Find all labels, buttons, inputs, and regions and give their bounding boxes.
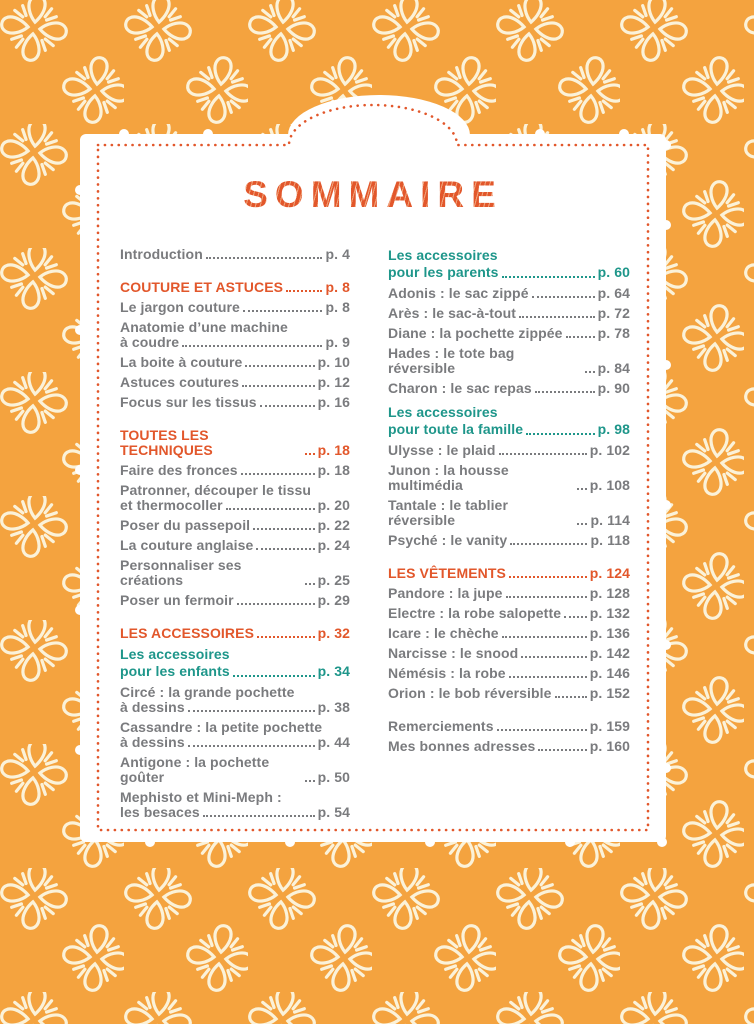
toc-entry: [120, 280, 350, 295]
page-number: p. 84: [597, 360, 630, 376]
page-number: p. 18: [317, 462, 350, 478]
toc-entry: [120, 483, 350, 513]
dotted-leader: [260, 405, 315, 407]
toc-entry: [120, 320, 350, 350]
toc-entry-label: TOUTES LES TECHNIQUES: [120, 427, 213, 458]
page-number: p. 64: [597, 285, 630, 301]
toc-entry: [388, 686, 630, 701]
dotted-leader: [509, 676, 587, 678]
toc-entry: [388, 646, 630, 661]
toc-entry-row: [120, 538, 350, 553]
toc-entry: [120, 790, 350, 820]
toc-entry: [120, 375, 350, 390]
toc-entry-row: [388, 739, 630, 754]
dotted-leader: [286, 290, 322, 292]
toc-entry-label: à dessins: [120, 699, 185, 715]
toc-entry: [388, 247, 630, 281]
toc-entry: [120, 720, 350, 750]
toc-entry-row: [388, 626, 630, 641]
toc-entry-row: [120, 663, 350, 680]
toc-entry-row: [120, 247, 350, 262]
toc-entry: [388, 404, 630, 438]
toc-entry-label: Diane : la pochette zippée: [388, 325, 563, 341]
dotted-leader: [510, 543, 587, 545]
page-number: p. 142: [589, 645, 630, 661]
toc-entry-label: Hades : le tote bag réversible: [388, 345, 515, 376]
dotted-leader: [497, 729, 587, 731]
page-number: p. 132: [589, 605, 630, 621]
dotted-leader: [538, 749, 586, 751]
toc-entry-label: Charon : le sac repas: [388, 380, 532, 396]
dotted-leader: [256, 548, 314, 550]
dotted-leader: [203, 815, 315, 817]
toc-entry: [388, 381, 630, 396]
toc-entry-row: [388, 346, 630, 376]
toc-entry-row: [388, 666, 630, 681]
page-number: p. 108: [589, 477, 630, 493]
toc-entry: [388, 626, 630, 641]
dotted-leader: [509, 576, 587, 578]
page-number: p. 54: [317, 804, 350, 820]
dotted-leader: [519, 316, 595, 318]
dotted-leader: [241, 473, 315, 475]
dotted-leader: [532, 296, 595, 298]
dotted-leader: [305, 780, 315, 782]
toc-entry-label: LES VÊTEMENTS: [388, 565, 506, 581]
toc-entry-label: LES ACCESSOIRES: [120, 625, 255, 641]
page-number: p. 12: [317, 374, 350, 390]
toc-entry-row: [120, 428, 350, 458]
toc-entry: [120, 755, 350, 785]
toc-entry-label: Remerciements: [388, 718, 494, 734]
toc-entry-row: [120, 735, 350, 750]
toc-entry-row: [388, 264, 630, 281]
toc-entry: [388, 566, 630, 581]
page-number: p. 34: [317, 663, 350, 679]
toc-entry-label: Les accessoires: [388, 247, 498, 263]
dotted-leader: [506, 596, 587, 598]
toc-entry: [120, 558, 350, 588]
toc-entry-row: [388, 286, 630, 301]
page-number: p. 44: [317, 734, 350, 750]
toc-entry-row: [120, 335, 350, 350]
toc-entry-row: [120, 558, 350, 588]
dotted-leader: [188, 745, 315, 747]
dotted-leader: [535, 391, 595, 393]
dotted-leader: [226, 508, 315, 510]
toc-entry: [120, 538, 350, 553]
page-number: p. 4: [325, 246, 350, 262]
toc-entry-label: Adonis : le sac zippé: [388, 285, 529, 301]
toc-entry: [388, 586, 630, 601]
toc-entry: [388, 498, 630, 528]
toc-entry: [388, 286, 630, 301]
toc-content: [80, 134, 666, 842]
page-number: p. 60: [597, 264, 630, 280]
page-number: p. 114: [590, 512, 630, 528]
toc-entry: [388, 719, 630, 734]
toc-entry-label: Psyché : le vanity: [388, 532, 508, 548]
toc-column-left: [120, 247, 350, 825]
toc-entry-row: [120, 463, 350, 478]
toc-entry-row: [120, 626, 350, 641]
toc-entry-label: Narcisse : le snood: [388, 645, 519, 661]
toc-entry: [120, 626, 350, 641]
toc-entry: [120, 593, 350, 608]
toc-entry-label: Mephisto et Mini-Meph :: [120, 789, 282, 805]
toc-entry-row: [120, 755, 350, 785]
toc-entry-label: et thermocoller: [120, 497, 223, 513]
page-number: p. 50: [317, 769, 350, 785]
toc-column-right: [388, 247, 630, 759]
toc-entry-row: [388, 443, 630, 458]
toc-entry: [120, 685, 350, 715]
toc-entry-label: Astuces coutures: [120, 374, 240, 390]
page-number: p. 124: [589, 565, 630, 581]
toc-entry-label: Mes bonnes adresses: [388, 738, 536, 754]
toc-entry-label: Arès : le sac-à-tout: [388, 305, 517, 321]
toc-entry-row: [388, 686, 630, 701]
page-title: SOMMAIRE: [80, 134, 666, 216]
dotted-leader: [499, 453, 587, 455]
page-number: p. 38: [317, 699, 350, 715]
toc-entry-row: [388, 586, 630, 601]
page-number: p. 78: [597, 325, 630, 341]
dotted-leader: [502, 276, 595, 278]
toc-entry-label: Electre : la robe salopette: [388, 605, 562, 621]
page-number: p. 32: [317, 625, 350, 641]
toc-entry-label: Anatomie d’une machine: [120, 319, 288, 335]
toc-entry-label: Orion : le bob réversible: [388, 685, 552, 701]
toc-entry: [388, 306, 630, 321]
page-number: p. 9: [325, 334, 350, 350]
toc-entry-label: Faire des fronces: [120, 462, 238, 478]
page-number: p. 10: [317, 354, 350, 370]
toc-entry-label: les besaces: [120, 804, 200, 820]
dotted-leader: [305, 583, 315, 585]
toc-entry-label: Personnaliser ses créations: [120, 557, 242, 588]
page-number: p. 160: [589, 738, 630, 754]
toc-entry-label: à coudre: [120, 334, 180, 350]
toc-entry-label: La couture anglaise: [120, 537, 254, 553]
toc-entry-row: [388, 646, 630, 661]
toc-entry-label: Tantale : le tablier réversible: [388, 497, 508, 528]
toc-entry-label: Les accessoires: [388, 404, 498, 420]
toc-entry: [120, 300, 350, 315]
toc-entry-label: Le jargon couture: [120, 299, 240, 315]
dotted-leader: [233, 675, 315, 677]
toc-entry-row: [120, 498, 350, 513]
toc-entry: [120, 518, 350, 533]
toc-entry-label: Introduction: [120, 246, 203, 262]
toc-entry-row: [388, 306, 630, 321]
toc-entry-row: [388, 463, 630, 493]
toc-entry-label: pour toute la famille: [388, 421, 524, 437]
page-number: p. 146: [589, 665, 630, 681]
toc-entry-row: [120, 395, 350, 410]
toc-entry: [120, 646, 350, 680]
page-number: p. 20: [317, 497, 350, 513]
toc-entry-label: Circé : la grande pochette: [120, 684, 295, 700]
page-number: p. 25: [317, 572, 350, 588]
page-number: p. 16: [317, 394, 350, 410]
dotted-leader: [243, 310, 323, 312]
toc-entry: [120, 395, 350, 410]
toc-entry: [388, 346, 630, 376]
toc-entry-row: [388, 381, 630, 396]
toc-entry: [388, 463, 630, 493]
toc-entry-label: Junon : la housse multimédia: [388, 462, 509, 493]
toc-entry-label: Némésis : la robe: [388, 665, 506, 681]
toc-entry-row: [120, 300, 350, 315]
toc-entry-row: [388, 533, 630, 548]
toc-entry-row: [120, 375, 350, 390]
toc-entry-row: [120, 355, 350, 370]
dotted-leader: [555, 696, 587, 698]
toc-entry: [388, 533, 630, 548]
page-number: p. 22: [317, 517, 350, 533]
toc-entry-row: [388, 498, 630, 528]
dotted-leader: [577, 523, 587, 525]
dotted-leader: [188, 710, 315, 712]
page-number: p. 136: [589, 625, 630, 641]
dotted-leader: [237, 603, 315, 605]
page-number: p. 152: [589, 685, 630, 701]
toc-entry-label: Les accessoires: [120, 646, 230, 662]
toc-entry: [120, 428, 350, 458]
dotted-leader: [305, 453, 315, 455]
toc-entry-label: Poser du passepoil: [120, 517, 251, 533]
toc-entry-label: Focus sur les tissus: [120, 394, 257, 410]
toc-entry-row: [120, 518, 350, 533]
toc-entry-row: [388, 566, 630, 581]
page-number: p. 24: [317, 537, 350, 553]
toc-entry-label: Pandore : la jupe: [388, 585, 503, 601]
dotted-leader: [585, 371, 595, 373]
dotted-leader: [182, 345, 322, 347]
toc-entry-row: [120, 593, 350, 608]
page-number: p. 29: [317, 592, 350, 608]
toc-entry-label: COUTURE ET ASTUCES: [120, 279, 284, 295]
dotted-leader: [526, 433, 594, 435]
toc-entry-row: [120, 805, 350, 820]
page-number: p. 159: [589, 718, 630, 734]
toc-entry: [388, 326, 630, 341]
page-number: p. 8: [325, 299, 350, 315]
page-number: p. 118: [590, 532, 630, 548]
toc-entry-row: [388, 719, 630, 734]
toc-entry-label: La boite à couture: [120, 354, 243, 370]
toc-entry-label: à dessins: [120, 734, 185, 750]
dotted-leader: [253, 528, 314, 530]
dotted-leader: [206, 257, 323, 259]
toc-entry: [388, 443, 630, 458]
toc-entry: [120, 247, 350, 262]
dotted-leader: [502, 636, 587, 638]
toc-entry-label: Patronner, découper le tissu: [120, 482, 312, 498]
toc-entry-row: [388, 421, 630, 438]
dotted-leader: [245, 365, 314, 367]
page-number: p. 72: [597, 305, 630, 321]
dotted-leader: [564, 616, 587, 618]
toc-entry: [388, 739, 630, 754]
toc-entry: [120, 463, 350, 478]
toc-entry-label: Cassandre : la petite pochette: [120, 719, 323, 735]
dotted-leader: [257, 636, 315, 638]
toc-entry-row: [120, 280, 350, 295]
dotted-leader: [521, 656, 586, 658]
toc-entry-row: [388, 606, 630, 621]
toc-entry-label: Antigone : la pochette goûter: [120, 754, 270, 785]
page-number: p. 90: [597, 380, 630, 396]
toc-entry: [388, 666, 630, 681]
page-number: p. 98: [597, 421, 630, 437]
toc-entry: [388, 606, 630, 621]
page-number: p. 102: [589, 442, 630, 458]
toc-entry-label: pour les parents: [388, 264, 499, 280]
toc-entry-label: Poser un fermoir: [120, 592, 234, 608]
toc-entry-label: Ulysse : le plaid: [388, 442, 496, 458]
dotted-leader: [242, 385, 315, 387]
page-number: p. 128: [589, 585, 630, 601]
toc-entry-row: [120, 700, 350, 715]
toc-entry-label: pour les enfants: [120, 663, 230, 679]
dotted-leader: [577, 488, 587, 490]
page-number: p. 18: [317, 442, 350, 458]
toc-entry-row: [388, 326, 630, 341]
dotted-leader: [566, 336, 595, 338]
toc-entry-label: Icare : le chèche: [388, 625, 499, 641]
toc-entry: [120, 355, 350, 370]
page-number: p. 8: [325, 279, 350, 295]
